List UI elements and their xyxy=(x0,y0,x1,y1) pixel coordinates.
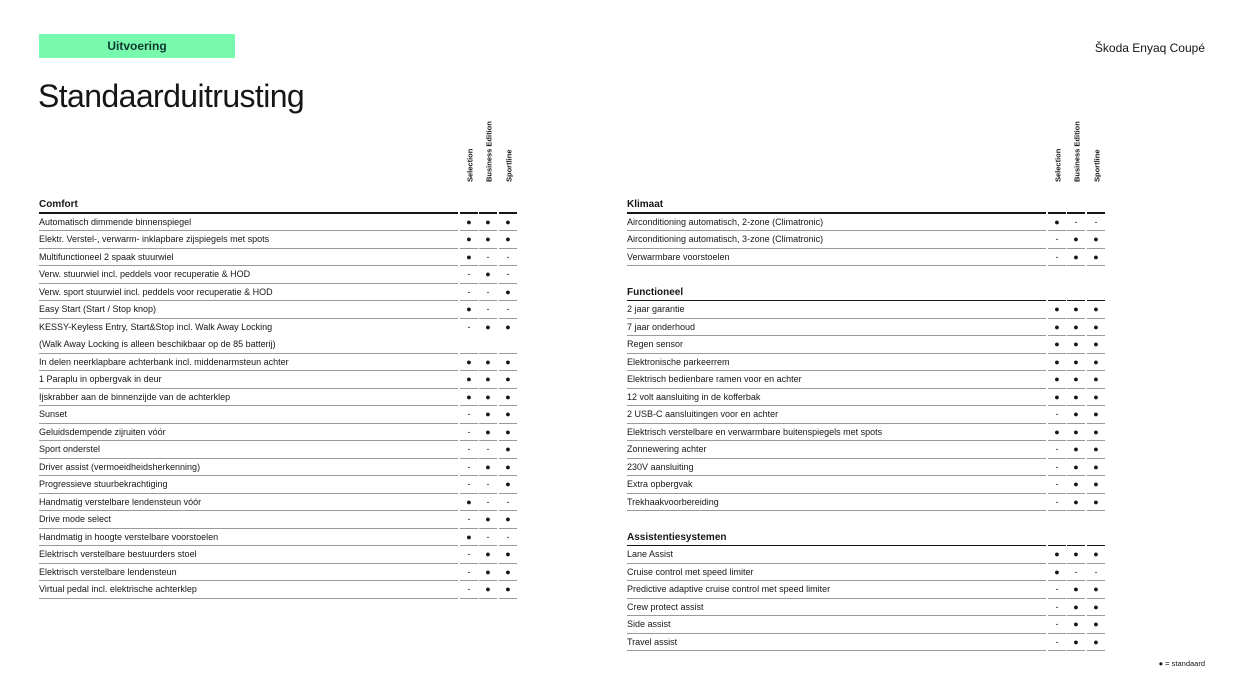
availability-mark: - xyxy=(1055,601,1059,612)
availability-mark: - xyxy=(467,549,471,559)
standard-dot: ● xyxy=(466,496,472,507)
feature-label: 2 jaar garantie xyxy=(627,304,685,314)
col-label: Business Edition xyxy=(484,121,494,182)
feature-label: Elektrisch verstelbare bestuurders stoel xyxy=(39,549,197,559)
standard-dot: ● xyxy=(1093,444,1099,454)
standard-dot: ● xyxy=(485,584,491,594)
table-row xyxy=(627,301,1107,319)
availability-mark: - xyxy=(467,409,471,419)
table-row xyxy=(627,389,1107,407)
table-row xyxy=(627,546,1107,564)
feature-label: Trekhaakvoorbereiding xyxy=(627,496,719,507)
standard-dot: ● xyxy=(505,479,511,489)
table-row xyxy=(627,476,1107,494)
standard-dot: ● xyxy=(1054,391,1060,402)
availability-mark: - xyxy=(467,321,471,332)
standard-dot: ● xyxy=(1073,549,1079,559)
availability-mark: - xyxy=(506,269,510,279)
standard-dot: ● xyxy=(505,584,511,594)
feature-label: (Walk Away Locking is alleen beschikbaar op de 85 batterij) xyxy=(39,339,276,349)
brand-name: Škoda Enyaq Coupé xyxy=(1094,41,1205,55)
standard-dot: ● xyxy=(1093,549,1099,559)
feature-label: Progressieve stuurbekrachtiging xyxy=(39,479,168,489)
standard-dot: ● xyxy=(1054,356,1060,367)
table-row xyxy=(39,301,519,319)
standard-dot: ● xyxy=(1093,619,1099,629)
standard-dot: ● xyxy=(466,251,472,262)
table-row xyxy=(39,389,519,407)
table-row xyxy=(627,371,1107,389)
standard-dot: ● xyxy=(1073,496,1079,507)
table-row xyxy=(627,599,1107,617)
availability-mark: - xyxy=(467,444,471,454)
feature-label: Elektrisch verstelbare en verwarmbare buitenspiegels met spots xyxy=(627,426,883,437)
standard-dot: ● xyxy=(1054,426,1060,437)
standard-dot: ● xyxy=(1093,321,1099,332)
standard-dot: ● xyxy=(1073,339,1079,349)
table-row xyxy=(39,494,519,512)
standard-dot: ● xyxy=(505,234,511,244)
table-row xyxy=(39,476,519,494)
table-spacer xyxy=(627,266,1107,284)
feature-label: Elektrisch verstelbare lendensteun xyxy=(39,566,177,577)
standard-dot: ● xyxy=(505,549,511,559)
standard-dot: ● xyxy=(1093,584,1099,594)
standard-dot: ● xyxy=(1093,234,1099,244)
standard-dot: ● xyxy=(1073,251,1079,262)
table-row xyxy=(627,231,1107,249)
standard-dot: ● xyxy=(1073,636,1079,647)
standard-dot: ● xyxy=(1073,356,1079,367)
availability-mark: - xyxy=(1094,216,1098,227)
availability-mark: - xyxy=(467,479,471,489)
page-title: Standaarduitrusting xyxy=(38,78,305,114)
standard-dot: ● xyxy=(466,216,472,227)
table-row xyxy=(627,616,1107,634)
standard-dot: ● xyxy=(485,321,491,332)
table-row xyxy=(39,284,519,302)
availability-mark xyxy=(479,336,497,354)
standard-dot: ● xyxy=(1073,321,1079,332)
standard-dot: ● xyxy=(1054,216,1060,227)
standard-dot: ● xyxy=(1093,479,1099,489)
availability-mark: - xyxy=(1055,251,1059,262)
availability-mark: - xyxy=(1055,234,1059,244)
availability-mark: - xyxy=(486,286,490,297)
table-row xyxy=(627,459,1107,477)
standard-dot: ● xyxy=(485,216,491,227)
feature-label: Side assist xyxy=(627,619,671,629)
standard-dot: ● xyxy=(466,374,472,384)
standard-dot: ● xyxy=(1073,461,1079,472)
standard-dot: ● xyxy=(466,391,472,402)
feature-label: Regen sensor xyxy=(627,339,684,349)
standard-dot: ● xyxy=(505,216,511,227)
standard-dot: ● xyxy=(505,426,511,437)
table-row xyxy=(39,546,519,564)
left-col-header-selection xyxy=(460,131,480,191)
table-row xyxy=(627,581,1107,599)
table-row xyxy=(627,634,1107,652)
standard-dot: ● xyxy=(485,269,491,279)
availability-mark xyxy=(460,336,478,354)
standard-dot: ● xyxy=(1073,304,1079,314)
table-row xyxy=(39,266,519,284)
standard-dot: ● xyxy=(1073,619,1079,629)
standard-dot: ● xyxy=(1093,496,1099,507)
feature-label: Lane Assist xyxy=(627,549,674,559)
standard-dot: ● xyxy=(505,461,511,472)
table-row xyxy=(39,249,519,267)
table-row xyxy=(627,564,1107,582)
section-heading-row xyxy=(627,284,1107,302)
standard-dot: ● xyxy=(1093,601,1099,612)
availability-mark: - xyxy=(1074,216,1078,227)
standard-dot: ● xyxy=(1093,426,1099,437)
feature-label: 2 USB-C aansluitingen voor en achter xyxy=(627,409,779,419)
table-row xyxy=(627,214,1107,232)
availability-mark: - xyxy=(1055,636,1059,647)
standard-dot: ● xyxy=(505,321,511,332)
standard-dot: ● xyxy=(505,391,511,402)
feature-label: Travel assist xyxy=(627,636,678,647)
availability-mark: - xyxy=(506,304,510,314)
feature-label: Multifunctioneel 2 spaak stuurwiel xyxy=(39,251,174,262)
standard-dot: ● xyxy=(485,426,491,437)
col-label: Business Edition xyxy=(1072,121,1082,182)
table-row xyxy=(627,424,1107,442)
feature-label: Crew protect assist xyxy=(627,601,704,612)
table-row xyxy=(627,441,1107,459)
standard-dot: ● xyxy=(485,391,491,402)
right-col-header-sportline xyxy=(1087,131,1107,191)
standard-dot: ● xyxy=(505,444,511,454)
table-row xyxy=(39,529,519,547)
standard-dot: ● xyxy=(1093,339,1099,349)
availability-mark: - xyxy=(467,286,471,297)
availability-mark: - xyxy=(467,514,471,524)
right-col-header-selection xyxy=(1048,131,1068,191)
feature-label: Sunset xyxy=(39,409,68,419)
section-title: Functioneel xyxy=(627,286,684,298)
feature-label: Airconditioning automatisch, 3-zone (Climatronic) xyxy=(627,234,824,244)
feature-label: In delen neerklapbare achterbank incl. middenarmsteun achter xyxy=(39,356,289,367)
col-label: Selection xyxy=(465,148,475,182)
availability-mark: - xyxy=(506,251,510,262)
feature-label: 230V aansluiting xyxy=(627,461,694,472)
availability-mark: - xyxy=(486,496,490,507)
table-row xyxy=(39,406,519,424)
standard-dot: ● xyxy=(1093,409,1099,419)
feature-label: Verw. sport stuurwiel incl. peddels voor recuperatie & HOD xyxy=(39,286,273,297)
table-row xyxy=(39,564,519,582)
feature-label: 7 jaar onderhoud xyxy=(627,321,696,332)
standard-dot: ● xyxy=(1054,339,1060,349)
feature-label: Extra opbergvak xyxy=(627,479,693,489)
standard-dot: ● xyxy=(1073,374,1079,384)
availability-mark: - xyxy=(506,496,510,507)
standard-dot: ● xyxy=(1093,251,1099,262)
standard-dot: ● xyxy=(1093,304,1099,314)
availability-mark: - xyxy=(1055,619,1059,629)
availability-mark: - xyxy=(486,444,490,454)
availability-mark: - xyxy=(486,479,490,489)
availability-mark: - xyxy=(1055,479,1059,489)
feature-label: Handmatig verstelbare lendensteun vóór xyxy=(39,496,202,507)
standard-dot: ● xyxy=(1093,636,1099,647)
availability-mark: - xyxy=(1055,409,1059,419)
standard-dot: ● xyxy=(485,514,491,524)
table-row xyxy=(627,494,1107,512)
availability-mark: - xyxy=(486,251,490,262)
standard-dot: ● xyxy=(1073,479,1079,489)
table-row xyxy=(39,424,519,442)
feature-label: Elektr. Verstel-, verwarm- inklapbare zijspiegels met spots xyxy=(39,234,270,244)
section-tag: Uitvoering xyxy=(39,34,235,58)
section-title: Comfort xyxy=(39,199,78,210)
table-row xyxy=(627,249,1107,267)
row-divider xyxy=(39,598,458,599)
table-row xyxy=(39,231,519,249)
feature-label: 12 volt aansluiting in de kofferbak xyxy=(627,391,761,402)
table-row xyxy=(627,319,1107,337)
feature-label: Elektronische parkeerrem xyxy=(627,356,730,367)
availability-mark: - xyxy=(1055,496,1059,507)
feature-label: Drive mode select xyxy=(39,514,112,524)
availability-mark: - xyxy=(486,531,490,542)
col-label: Sportline xyxy=(504,149,514,182)
table-row xyxy=(39,319,519,337)
standard-dot: ● xyxy=(505,409,511,419)
standard-dot: ● xyxy=(1054,566,1060,577)
standard-dot: ● xyxy=(1073,391,1079,402)
feature-label: Predictive adaptive cruise control met speed limiter xyxy=(627,584,831,594)
availability-mark: - xyxy=(486,304,490,314)
standard-dot: ● xyxy=(1073,409,1079,419)
table-row xyxy=(39,354,519,372)
standard-dot: ● xyxy=(485,374,491,384)
col-label: Selection xyxy=(1053,148,1063,182)
feature-label: KESSY-Keyless Entry, Start&Stop incl. Walk Away Locking xyxy=(39,321,273,332)
standard-dot: ● xyxy=(1073,601,1079,612)
section-heading-row xyxy=(39,196,519,214)
availability-mark: - xyxy=(467,426,471,437)
feature-label: Airconditioning automatisch, 2-zone (Climatronic) xyxy=(627,216,824,227)
feature-label: Elektrisch bedienbare ramen voor en achter xyxy=(627,374,802,384)
legend: ● = standaard xyxy=(1158,659,1205,668)
table-row xyxy=(39,441,519,459)
availability-mark: - xyxy=(1055,584,1059,594)
feature-label: Ijskrabber aan de binnenzijde van de achterklep xyxy=(39,391,231,402)
left-col-header-business xyxy=(479,121,499,191)
standard-dot: ● xyxy=(466,304,472,314)
standard-dot: ● xyxy=(466,531,472,542)
availability-mark: - xyxy=(467,584,471,594)
availability-mark: - xyxy=(467,269,471,279)
table-row xyxy=(627,336,1107,354)
standard-dot: ● xyxy=(1054,304,1060,314)
standard-dot: ● xyxy=(1073,234,1079,244)
table-row xyxy=(627,354,1107,372)
standard-dot: ● xyxy=(505,374,511,384)
standard-dot: ● xyxy=(1073,444,1079,454)
standard-dot: ● xyxy=(466,356,472,367)
feature-label: Virtual pedal incl. elektrische achterklep xyxy=(39,584,197,594)
availability-mark: - xyxy=(506,531,510,542)
standard-dot: ● xyxy=(1093,391,1099,402)
standard-dot: ● xyxy=(1093,374,1099,384)
standard-dot: ● xyxy=(1054,374,1060,384)
standard-dot: ● xyxy=(1093,356,1099,367)
feature-label: Geluidsdempende zijruiten vóór xyxy=(39,426,166,437)
feature-label: Automatisch dimmende binnenspiegel xyxy=(39,216,192,227)
standard-dot: ● xyxy=(1054,321,1060,332)
section-heading-row xyxy=(627,196,1107,214)
feature-label: Handmatig in hoogte verstelbare voorstoelen xyxy=(39,531,219,542)
availability-mark: - xyxy=(1055,461,1059,472)
standard-dot: ● xyxy=(505,514,511,524)
standard-dot: ● xyxy=(485,549,491,559)
table-row xyxy=(39,581,519,599)
feature-label: Easy Start (Start / Stop knop) xyxy=(39,304,157,314)
feature-label: Zonnewering achter xyxy=(627,444,707,454)
left-col-header-sportline xyxy=(499,131,519,191)
standard-dot: ● xyxy=(485,566,491,577)
section-title: Klimaat xyxy=(627,199,664,210)
standard-dot: ● xyxy=(1054,549,1060,559)
availability-mark: - xyxy=(1094,566,1098,577)
availability-mark: - xyxy=(467,461,471,472)
table-row xyxy=(39,336,519,354)
standard-dot: ● xyxy=(1093,461,1099,472)
table-row xyxy=(627,406,1107,424)
feature-label: Cruise control met speed limiter xyxy=(627,566,754,577)
standard-dot: ● xyxy=(1073,426,1079,437)
standard-dot: ● xyxy=(1073,584,1079,594)
col-label: Sportline xyxy=(1092,149,1102,182)
table-row xyxy=(39,371,519,389)
standard-dot: ● xyxy=(505,356,511,367)
table-row xyxy=(39,214,519,232)
right-col-header-business xyxy=(1067,121,1087,191)
feature-label: 1 Paraplu in opbergvak in deur xyxy=(39,374,162,384)
table-row xyxy=(39,459,519,477)
standard-dot: ● xyxy=(505,566,511,577)
section-title: Assistentiesystemen xyxy=(627,531,727,543)
feature-label: Verw. stuurwiel incl. peddels voor recuperatie & HOD xyxy=(39,269,251,279)
standard-dot: ● xyxy=(485,234,491,244)
feature-label: Driver assist (vermoeidheidsherkenning) xyxy=(39,461,201,472)
standard-dot: ● xyxy=(466,234,472,244)
feature-label: Verwarmbare voorstoelen xyxy=(627,251,730,262)
standard-dot: ● xyxy=(485,461,491,472)
availability-mark xyxy=(499,336,517,354)
availability-mark: - xyxy=(1074,566,1078,577)
standard-dot: ● xyxy=(485,356,491,367)
standard-dot: ● xyxy=(485,409,491,419)
row-divider xyxy=(627,650,1046,651)
table-spacer xyxy=(627,511,1107,529)
standard-dot: ● xyxy=(505,286,511,297)
availability-mark: - xyxy=(1055,444,1059,454)
table-row xyxy=(39,511,519,529)
feature-label: Sport onderstel xyxy=(39,444,101,454)
section-heading-row xyxy=(627,529,1107,547)
availability-mark: - xyxy=(467,566,471,577)
